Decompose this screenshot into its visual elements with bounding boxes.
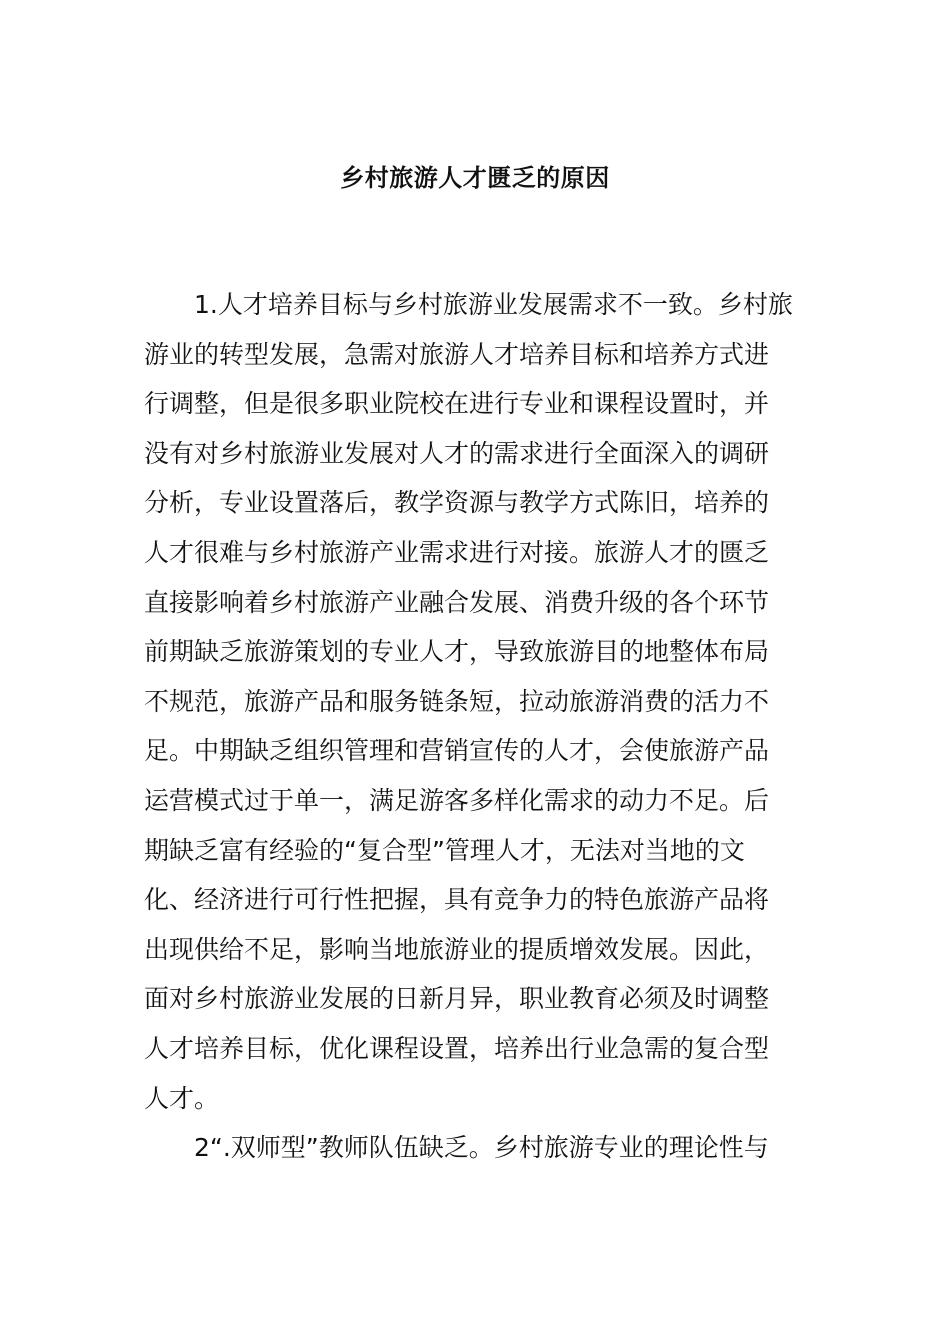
paragraph-1-line-12: 期缺乏富有经验的“复合型”管理人才，无法对当地的文 — [144, 835, 745, 865]
paragraph-1-line-6: 人才很难与乡村旅游产业需求进行对接。旅游人才的匮乏 — [144, 537, 770, 567]
paragraph-1-line-8: 前期缺乏旅游策划的专业人才，导致旅游目的地整体布局 — [144, 637, 770, 667]
paragraph-1-line-2: 游业的转型发展，急需对旅游人才培养目标和培养方式进 — [144, 339, 770, 369]
paragraph-1-line-15: 面对乡村旅游业发展的日新月异，职业教育必须及时调整 — [144, 984, 770, 1014]
paragraph-1-line-14: 出现供给不足，影响当地旅游业的提质增效发展。因此， — [144, 934, 770, 964]
paragraph-1-line-17: 人才。 — [144, 1083, 220, 1113]
paragraph-1-line-10: 足。中期缺乏组织管理和营销宣传的人才，会使旅游产品 — [144, 736, 770, 766]
paragraph-1-line-16: 人才培养目标，优化课程设置，培养出行业急需的复合型 — [144, 1033, 770, 1063]
paragraph-1-line-3: 行调整，但是很多职业院校在进行专业和课程设置时，并 — [144, 389, 770, 419]
paragraph-1-line-5: 分析，专业设置落后，教学资源与教学方式陈旧，培养的 — [144, 488, 770, 518]
paragraph-1-line-4: 没有对乡村旅游业发展对人才的需求进行全面深入的调研 — [144, 438, 770, 468]
paragraph-1-line-7: 直接影响着乡村旅游产业融合发展、消费升级的各个环节 — [144, 587, 770, 617]
paragraph-1-line-9: 不规范，旅游产品和服务链条短，拉动旅游消费的活力不 — [144, 686, 770, 716]
paragraph-1-line-13: 化、经济进行可行性把握，具有竞争力的特色旅游产品将 — [144, 885, 770, 915]
paragraph-2-line-1: 2“.双师型”教师队伍缺乏。乡村旅游专业的理论性与 — [194, 1133, 769, 1163]
document-title: 乡村旅游人才匮乏的原因 — [340, 164, 610, 192]
document-body — [144, 280, 808, 1173]
paragraph-1-line-11: 运营模式过于单一，满足游客多样化需求的动力不足。后 — [144, 785, 770, 815]
paragraph-1-line-1: 1.人才培养目标与乡村旅游业发展需求不一致。乡村旅 — [194, 290, 793, 319]
